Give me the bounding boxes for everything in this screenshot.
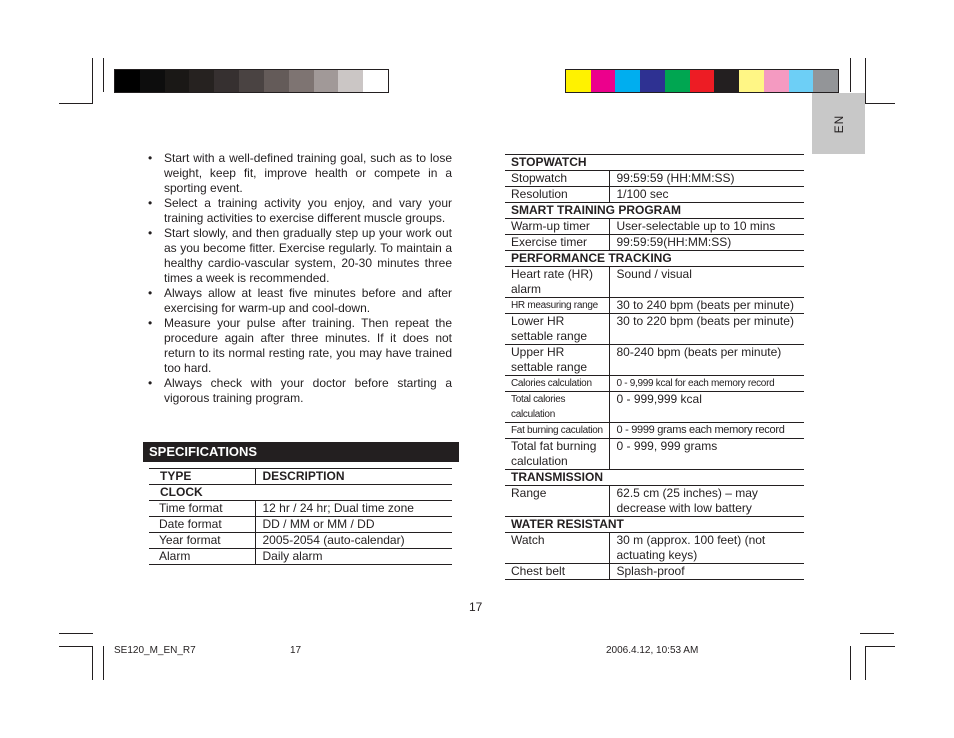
row-label: Date format — [159, 517, 222, 531]
row-label: Resolution — [511, 187, 568, 201]
crop-mark — [850, 58, 851, 92]
row-value: 2005-2054 (auto-calendar) — [255, 533, 452, 549]
row-label: Total calories calculation — [511, 394, 566, 420]
table-row — [505, 564, 804, 580]
color-swatch — [566, 70, 591, 92]
table-row — [505, 423, 804, 439]
row-value: 30 to 220 bpm (beats per minute) — [609, 314, 804, 345]
row-value: 0 - 9999 grams each memory record — [609, 423, 804, 439]
crop-mark — [59, 646, 93, 647]
specifications-heading: SPECIFICATIONS — [143, 442, 459, 462]
language-tab — [812, 93, 865, 154]
crop-mark — [865, 58, 866, 104]
color-swatch — [239, 70, 264, 92]
row-label: Time format — [159, 501, 223, 515]
table-header-row — [149, 469, 452, 485]
table-row — [505, 298, 804, 314]
row-label: Fat burning caculation — [511, 425, 603, 436]
table-row — [505, 267, 804, 298]
color-swatch — [615, 70, 640, 92]
color-swatch — [214, 70, 239, 92]
section-title: CLOCK — [160, 485, 203, 499]
color-swatch — [764, 70, 789, 92]
page-number: 17 — [469, 600, 483, 614]
column-header-type: TYPE — [160, 469, 192, 483]
row-label: Chest belt — [511, 564, 566, 578]
color-swatch — [289, 70, 314, 92]
footer-timestamp: 2006.4.12, 10:53 AM — [606, 645, 699, 656]
training-tips-list — [148, 151, 452, 406]
color-registration-bar — [565, 69, 839, 93]
row-label: Lower HR settable range — [511, 314, 588, 343]
crop-mark — [865, 646, 895, 647]
color-swatch — [264, 70, 289, 92]
table-row — [505, 171, 804, 187]
row-label: Watch — [511, 533, 545, 547]
section-title: TRANSMISSION — [511, 470, 604, 484]
color-swatch — [140, 70, 165, 92]
table-row — [149, 549, 452, 565]
row-value: DD / MM or MM / DD — [255, 517, 452, 533]
row-value: 12 hr / 24 hr; Dual time zone — [255, 501, 452, 517]
crop-mark — [59, 103, 93, 104]
crop-mark — [92, 646, 93, 680]
section-row-transmission — [505, 470, 804, 486]
color-swatch — [165, 70, 190, 92]
list-item: • Measure your pulse after training. Then repeat the procedure again after three minutes. If it does not return to its normal resting rate, you may have trained too hard. — [148, 316, 452, 376]
grayscale-registration-bar — [114, 69, 389, 93]
section-row-clock — [149, 485, 452, 501]
crop-mark — [865, 646, 866, 680]
row-label: Range — [511, 486, 547, 500]
row-value: 99:59:59(HH:MM:SS) — [609, 235, 804, 251]
table-row — [505, 439, 804, 470]
row-value: 30 m (approx. 100 feet) (not actuating keys) — [609, 533, 804, 564]
row-value: 30 to 240 bpm (beats per minute) — [609, 298, 804, 314]
table-row — [505, 533, 804, 564]
row-label: HR measuring range — [511, 300, 598, 311]
color-swatch — [189, 70, 214, 92]
section-row-water-resistant — [505, 517, 804, 533]
color-swatch — [739, 70, 764, 92]
row-label: Calories calculation — [511, 378, 592, 389]
section-row-stopwatch — [505, 155, 804, 171]
crop-mark — [92, 58, 93, 104]
color-swatch — [363, 70, 388, 92]
color-swatch — [338, 70, 363, 92]
list-item: • Select a training activity you enjoy, and vary your training activities to exercise different muscle groups. — [148, 196, 452, 226]
row-value: 99:59:59 (HH:MM:SS) — [609, 171, 804, 187]
crop-mark — [103, 58, 104, 92]
row-value: User-selectable up to 10 mins — [609, 219, 804, 235]
crop-mark — [850, 646, 851, 680]
row-value: 0 - 999,999 kcal — [609, 392, 804, 423]
table-row — [505, 219, 804, 235]
row-value: 0 - 9,999 kcal for each memory record — [609, 376, 804, 392]
clock-spec-table — [149, 468, 452, 565]
row-label: Heart rate (HR) alarm — [511, 267, 594, 296]
color-swatch — [665, 70, 690, 92]
table-row — [505, 187, 804, 203]
row-value: Splash-proof — [609, 564, 804, 580]
row-label: Upper HR settable range — [511, 345, 588, 374]
section-row-performance — [505, 251, 804, 267]
row-value: Sound / visual — [609, 267, 804, 298]
table-row — [505, 235, 804, 251]
list-item: • Start slowly, and then gradually step up your work out as you become fitter. Exercise regularly. To maintain a healthy cardio-vascular system, 20-30 minutes three times a week is recommended. — [148, 226, 452, 286]
table-row — [505, 486, 804, 517]
color-swatch — [115, 70, 140, 92]
language-tab-label: EN — [831, 114, 846, 133]
section-title: PERFORMANCE TRACKING — [511, 251, 672, 265]
section-title: STOPWATCH — [511, 155, 587, 169]
row-value: 62.5 cm (25 inches) – may decrease with low battery — [609, 486, 804, 517]
color-swatch — [314, 70, 339, 92]
table-row — [505, 345, 804, 376]
footer-filename: SE120_M_EN_R7 — [114, 645, 196, 656]
row-label: Total fat burning calculation — [511, 439, 597, 468]
color-swatch — [640, 70, 665, 92]
section-title: WATER RESISTANT — [511, 517, 624, 531]
color-swatch — [714, 70, 739, 92]
row-value: 0 - 999, 999 grams — [609, 439, 804, 470]
row-label: Warm-up timer — [511, 219, 590, 233]
color-swatch — [591, 70, 616, 92]
table-row — [505, 392, 804, 423]
table-row — [505, 376, 804, 392]
crop-mark — [860, 633, 894, 634]
row-value: 1/100 sec — [609, 187, 804, 203]
crop-mark — [103, 646, 104, 680]
table-row — [149, 533, 452, 549]
color-swatch — [690, 70, 715, 92]
list-item: • Always check with your doctor before starting a vigorous training program. — [148, 376, 452, 406]
row-label: Exercise timer — [511, 235, 588, 249]
crop-mark — [59, 633, 93, 634]
color-swatch — [813, 70, 838, 92]
table-row — [149, 501, 452, 517]
row-label: Stopwatch — [511, 171, 568, 185]
device-spec-table — [505, 154, 804, 580]
row-value: Daily alarm — [255, 549, 452, 565]
row-label: Year format — [159, 533, 221, 547]
section-row-smart-training — [505, 203, 804, 219]
row-label: Alarm — [159, 549, 191, 563]
column-header-description: DESCRIPTION — [255, 469, 452, 485]
table-row — [505, 314, 804, 345]
list-item: • Always allow at least five minutes before and after exercising for warm-up and cool-down. — [148, 286, 452, 316]
section-title: SMART TRAINING PROGRAM — [511, 203, 681, 217]
crop-mark — [865, 103, 895, 104]
table-row — [149, 517, 452, 533]
footer-page: 17 — [290, 645, 302, 656]
row-value: 80-240 bpm (beats per minute) — [609, 345, 804, 376]
list-item: • Start with a well-defined training goal, such as to lose weight, keep fit, improve health or compete in a sporting event. — [148, 151, 452, 196]
color-swatch — [789, 70, 814, 92]
